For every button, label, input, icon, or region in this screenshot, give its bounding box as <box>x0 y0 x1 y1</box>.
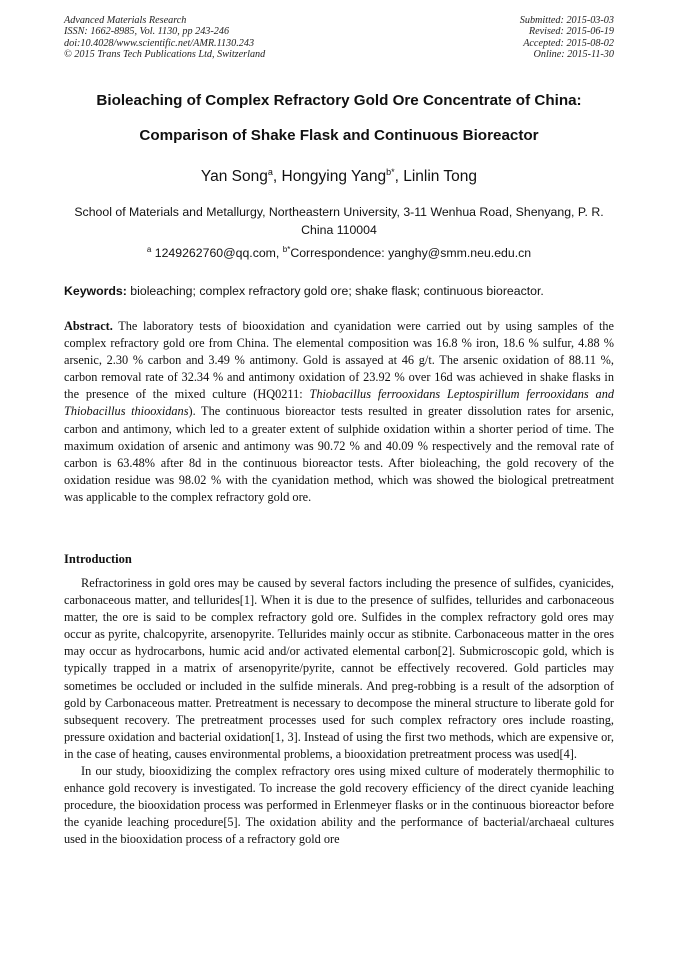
author-2-affil-mark: b* <box>386 167 395 177</box>
journal-issn: ISSN: 1662-8985, Vol. 1130, pp 243-246 <box>64 26 230 38</box>
abstract-text-2: ). The continuous bioreactor tests resulted in greater dissolution rates for arsenic, carbon and antimony, which led to a greater extent of sulphide oxidation within a shorter period of time. The maximum oxidation of arsenic and antimony was 90.72 % and 40.09 % respectively and the removal rate of carbon is 63.48% after 8d in the continuous bioreactor tests. After bioleaching, the gold recovery of the oxidation residue was 98.02 % with the cyanidation method, which was showed the biological pretreatment was applicable to the complex refractory gold ore. <box>64 404 614 504</box>
date-accepted: Accepted: 2015-08-02 <box>523 37 614 49</box>
author-1: Yan Song <box>200 168 268 186</box>
author-list <box>40 167 638 186</box>
journal-doi: doi:10.4028/www.scientific.net/AMR.1130.243 <box>64 37 255 49</box>
paper-title-line-1: Bioleaching of Complex Refractory Gold Ore Concentrate of China: <box>96 92 582 109</box>
email-mark-b: b* <box>282 245 291 254</box>
email-mark-a: a <box>146 245 152 254</box>
abstract <box>64 318 614 506</box>
contact-emails <box>40 245 638 260</box>
author-separator: , <box>394 168 404 186</box>
date-revised: Revised: 2015-06-19 <box>528 26 614 38</box>
author-separator: , <box>272 168 282 186</box>
email-a: 1249262760@qq.com, <box>151 246 283 261</box>
introduction-body <box>64 575 614 849</box>
abstract-paragraph <box>64 318 614 506</box>
keywords-label: Keywords: <box>64 284 127 298</box>
journal-copyright: © 2015 Trans Tech Publications Ltd, Switzerland <box>64 49 266 61</box>
publication-dates <box>520 15 614 61</box>
paper-title-line-2: Comparison of Shake Flask and Continuous Bioreactor <box>139 127 539 144</box>
affiliation: School of Materials and Metallurgy, Northeastern University, 3-11 Wenhua Road, Shenyang, P. R. China 110004 <box>74 205 604 237</box>
date-submitted: Submitted: 2015-03-03 <box>519 15 614 26</box>
author-3: Linlin Tong <box>403 168 478 186</box>
introduction-paragraph-1: Refractoriness in gold ores may be caused by several factors including the presence of sulfides, cyanicides, carbonaceous matter, and tellurides[1]. When it is due to the presence of sulfides, tellurides and carbonaceous matter, the ore is said to be complex refractory gold ore. Sulfides in the complex refractory gold ores may occur as pyrite, chalcopyrite, arsenopyrite. Tellurides mainly occur as stibnite. Carbonaceous matter in the ores may occur as hydrocarbons, humic acid and/or activated elemental carbon[2]. Submicroscopic gold, which is typically trapped in a matrix of arsenopyrite/pyrite, cannot be effectively recovered. Gold particles may sometimes be occluded or included in the sulfide minerals. And preg-robbing is a result of the adsorption of gold by Carbonaceous matter. Pretreatment is necessary to decompose the mineral structure to liberate gold for subsequent recovery. The pretreatment processes used for such complex refractory ores include roasting, pressure oxidation and bacterial oxidation[1, 3]. Instead of using the first two methods, which are expensive or, in the case of heating, causes environmental problems, a biooxidation pretreatment process was used[4]. <box>64 576 614 761</box>
author-2: Hongying Yang <box>281 168 387 186</box>
keywords <box>64 284 614 298</box>
keywords-text: bioleaching; complex refractory gold ore; shake flask; continuous bioreactor. <box>126 284 544 298</box>
section-heading-introduction: Introduction <box>64 552 132 566</box>
date-online: Online: 2015-11-30 <box>533 49 614 61</box>
email-b: Correspondence: yanghy@smm.neu.edu.cn <box>290 246 532 261</box>
abstract-text-1: The laboratory tests of biooxidation and cyanidation were carried out by using samples of the complex refractory gold ore from China. The elemental composition was 16.8 % iron, 18.6 % sulfur, 4.88 % arsenic, 2.30 % carbon and 3.49 % antimony. Gold is assayed at 46 g/t. The arsenic oxidation of 88.11 %, carbon removal rate of 32.34 % and antimony oxidation of 23.92 % over 16d was achieved in shake flasks in the presence of the mixed culture (HQ0211: <box>64 319 614 402</box>
abstract-label: Abstract. <box>64 319 113 333</box>
journal-info <box>64 15 265 61</box>
journal-name: Advanced Materials Research <box>64 15 187 26</box>
author-1-affil-mark: a <box>267 167 273 177</box>
abstract-species-names: Thiobacillus ferrooxidans Leptospirillum ferrooxidans and Thiobacillus thiooxidans <box>64 387 614 419</box>
introduction-paragraph-2: In our study, biooxidizing the complex refractory ores using mixed culture of moderately thermophilic to enhance gold recovery is investigated. To increase the gold recovery efficiency of the direct cyanide leaching procedure, the biooxidation process was performed in Erlenmeyer flasks or in the continuous bioreactor before the cyanide leaching procedure[5]. The oxidation ability and the performance of bacterial/archaeal cultures used in the biooxidation process of a refractory gold ore <box>64 764 614 847</box>
